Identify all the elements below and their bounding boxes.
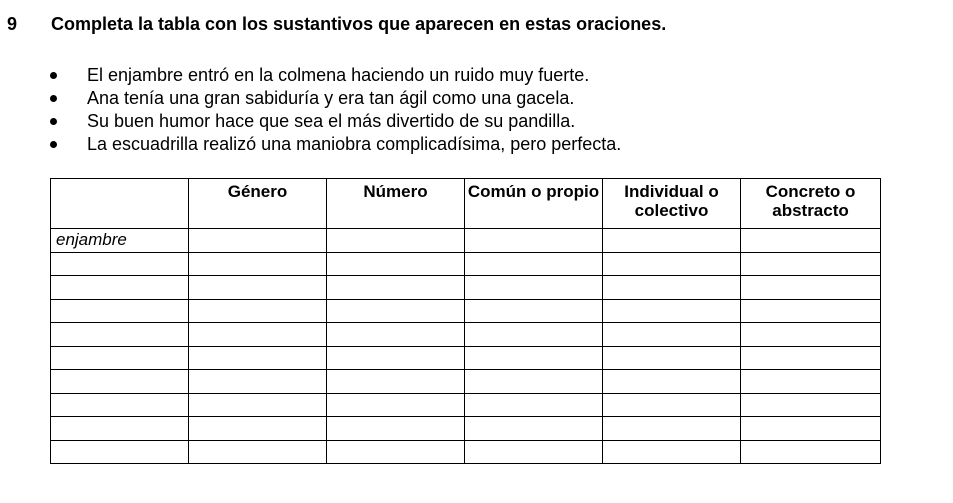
noun-cell[interactable]: [51, 323, 189, 347]
bullet-icon: [50, 118, 57, 125]
answer-cell[interactable]: [741, 276, 881, 300]
sentence-text: El enjambre entró en la colmena haciendo un ruido muy fuerte.: [87, 65, 590, 85]
answer-cell[interactable]: [603, 440, 741, 464]
table-header-row: [51, 179, 881, 229]
header-individual-colectivo: Individual o colectivo: [603, 179, 741, 229]
sentence-item: [50, 87, 621, 110]
noun-cell[interactable]: [51, 299, 189, 323]
noun-cell[interactable]: [51, 370, 189, 394]
answer-cell[interactable]: [741, 346, 881, 370]
exercise-instruction: Completa la tabla con los sustantivos que aparecen en estas oraciones.: [51, 14, 667, 34]
header-comun-propio: Común o propio: [465, 179, 603, 229]
header-genero: Género: [189, 179, 327, 229]
answer-cell[interactable]: [327, 276, 465, 300]
answer-cell[interactable]: [741, 252, 881, 276]
answer-cell[interactable]: [189, 393, 327, 417]
table-row: [51, 229, 881, 253]
bullet-icon: [50, 141, 57, 148]
answer-cell[interactable]: [327, 346, 465, 370]
header-noun: [51, 179, 189, 229]
bullet-icon: [50, 72, 57, 79]
table-row: [51, 252, 881, 276]
noun-cell[interactable]: [51, 276, 189, 300]
noun-cell[interactable]: enjambre: [51, 229, 189, 253]
sentence-text: La escuadrilla realizó una maniobra complicadísima, pero perfecta.: [87, 134, 622, 154]
answer-cell[interactable]: [603, 323, 741, 347]
answer-cell[interactable]: [741, 440, 881, 464]
answer-cell[interactable]: [189, 252, 327, 276]
nouns-table: [50, 178, 881, 464]
answer-cell[interactable]: [741, 370, 881, 394]
answer-cell[interactable]: [465, 370, 603, 394]
bullet-icon: [50, 95, 57, 102]
answer-cell[interactable]: [189, 440, 327, 464]
answer-cell[interactable]: [189, 323, 327, 347]
answer-cell[interactable]: [603, 393, 741, 417]
answer-cell[interactable]: [189, 370, 327, 394]
answer-cell[interactable]: [327, 252, 465, 276]
table-row: [51, 440, 881, 464]
answer-cell[interactable]: [603, 229, 741, 253]
answer-cell[interactable]: [189, 276, 327, 300]
sentence-list: [50, 64, 621, 156]
answer-cell[interactable]: [327, 229, 465, 253]
header-numero: Número: [327, 179, 465, 229]
answer-cell[interactable]: [741, 323, 881, 347]
answer-cell[interactable]: [741, 417, 881, 441]
table-row: [51, 346, 881, 370]
answer-cell[interactable]: [327, 323, 465, 347]
sentence-text: Su buen humor hace que sea el más divertido de su pandilla.: [87, 111, 576, 131]
answer-cell[interactable]: [327, 370, 465, 394]
answer-cell[interactable]: [465, 252, 603, 276]
answer-cell[interactable]: [465, 417, 603, 441]
noun-cell[interactable]: [51, 393, 189, 417]
answer-cell[interactable]: [189, 229, 327, 253]
table-row: [51, 370, 881, 394]
answer-cell[interactable]: [603, 417, 741, 441]
noun-cell[interactable]: [51, 417, 189, 441]
answer-cell[interactable]: [603, 299, 741, 323]
answer-cell[interactable]: [465, 393, 603, 417]
sentence-item: [50, 110, 621, 133]
answer-cell[interactable]: [465, 299, 603, 323]
answer-cell[interactable]: [327, 417, 465, 441]
answer-cell[interactable]: [741, 393, 881, 417]
sentence-item: [50, 133, 621, 156]
answer-cell[interactable]: [603, 346, 741, 370]
table-row: [51, 393, 881, 417]
table-row: [51, 323, 881, 347]
answer-cell[interactable]: [465, 346, 603, 370]
answer-cell[interactable]: [465, 323, 603, 347]
table-body: [51, 229, 881, 464]
table-row: [51, 276, 881, 300]
answer-cell[interactable]: [189, 417, 327, 441]
answer-cell[interactable]: [189, 346, 327, 370]
exercise-number: 9: [7, 14, 18, 34]
noun-cell[interactable]: [51, 252, 189, 276]
answer-cell[interactable]: [465, 440, 603, 464]
answer-cell[interactable]: [741, 229, 881, 253]
answer-cell[interactable]: [189, 299, 327, 323]
answer-cell[interactable]: [603, 370, 741, 394]
noun-cell[interactable]: [51, 346, 189, 370]
noun-cell[interactable]: [51, 440, 189, 464]
answer-cell[interactable]: [741, 299, 881, 323]
table-row: [51, 299, 881, 323]
answer-cell[interactable]: [465, 229, 603, 253]
answer-cell[interactable]: [327, 299, 465, 323]
answer-cell[interactable]: [465, 276, 603, 300]
sentence-item: [50, 64, 621, 87]
answer-cell[interactable]: [327, 393, 465, 417]
sentence-text: Ana tenía una gran sabiduría y era tan ágil como una gacela.: [87, 88, 575, 108]
answer-cell[interactable]: [603, 252, 741, 276]
answer-cell[interactable]: [327, 440, 465, 464]
header-concreto-abstracto: Concreto o abstracto: [741, 179, 881, 229]
answer-cell[interactable]: [603, 276, 741, 300]
table-row: [51, 417, 881, 441]
